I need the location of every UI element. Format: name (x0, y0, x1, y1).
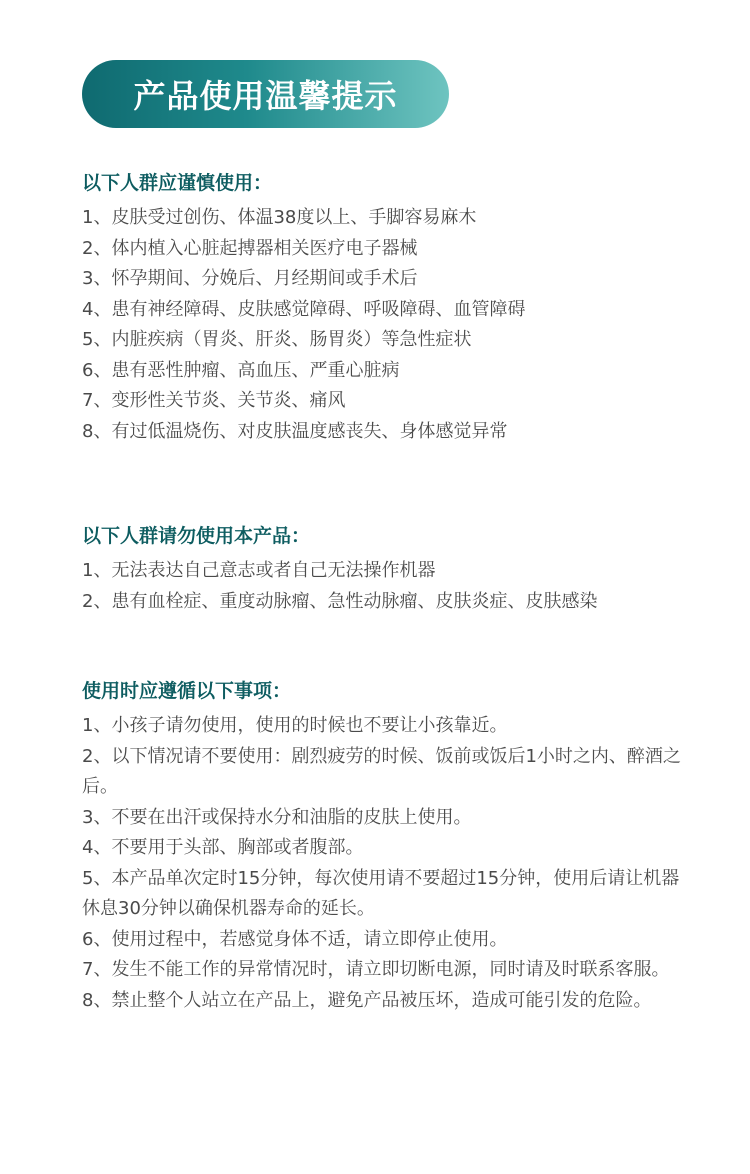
caution-list (82, 203, 682, 447)
list-item: 5、本产品单次定时15分钟，每次使用请不要超过15分钟，使用后请让机器休息30分钟以确保机器寿命的延长。 (82, 867, 680, 919)
prohibited-section (82, 523, 682, 617)
prohibited-list (82, 556, 682, 617)
list-item: 4、不要用于头部、胸部或者腹部。 (82, 837, 364, 858)
list-item: 6、使用过程中，若感觉身体不适，请立即停止使用。 (82, 928, 508, 950)
list-item: 2、以下情况请不要使用：剧烈疲劳的时候、饭前或饭后1小时之内、醉酒之后。 (82, 745, 681, 797)
list-item: 3、不要在出汗或保持水分和油脂的皮肤上使用。 (82, 806, 472, 828)
list-item: 8、有过低温烧伤、对皮肤温度感丧失、身体感觉异常 (82, 420, 508, 442)
section-heading: 以下人群请勿使用本产品： (82, 525, 311, 547)
list-item: 2、体内植入心脏起搏器相关医疗电子器械 (82, 237, 418, 259)
list-item: 3、怀孕期间、分娩后、月经期间或手术后 (82, 268, 418, 289)
caution-section (82, 170, 682, 447)
list-item: 6、患有恶性肿瘤、高血压、严重心脏病 (82, 359, 400, 381)
list-item: 5、内脏疾病（胃炎、肝炎、肠胃炎）等急性症状 (82, 329, 472, 350)
page-title: 产品使用温馨提示 (133, 77, 398, 115)
title-banner (82, 60, 449, 128)
section-heading: 以下人群应谨慎使用： (82, 172, 273, 194)
list-item: 1、皮肤受过创伤、体温38度以上、手脚容易麻木 (82, 207, 477, 228)
list-item: 1、小孩子请勿使用，使用的时候也不要让小孩靠近。 (82, 715, 508, 736)
list-item: 2、患有血栓症、重度动脉瘤、急性动脉瘤、皮肤炎症、皮肤感染 (82, 590, 598, 612)
usage-rules-section (82, 678, 682, 1016)
list-item: 4、患有神经障碍、皮肤感觉障碍、呼吸障碍、血管障碍 (82, 298, 526, 320)
list-item: 7、变形性关节炎、关节炎、痛风 (82, 390, 346, 411)
section-heading: 使用时应遵循以下事项： (82, 680, 292, 702)
list-item: 1、无法表达自己意志或者自己无法操作机器 (82, 560, 436, 581)
usage-rules-list (82, 711, 682, 1016)
list-item: 8、禁止整个人站立在产品上，避免产品被压坏，造成可能引发的危险。 (82, 989, 652, 1011)
list-item: 7、发生不能工作的异常情况时，请立即切断电源，同时请及时联系客服。 (82, 959, 670, 980)
